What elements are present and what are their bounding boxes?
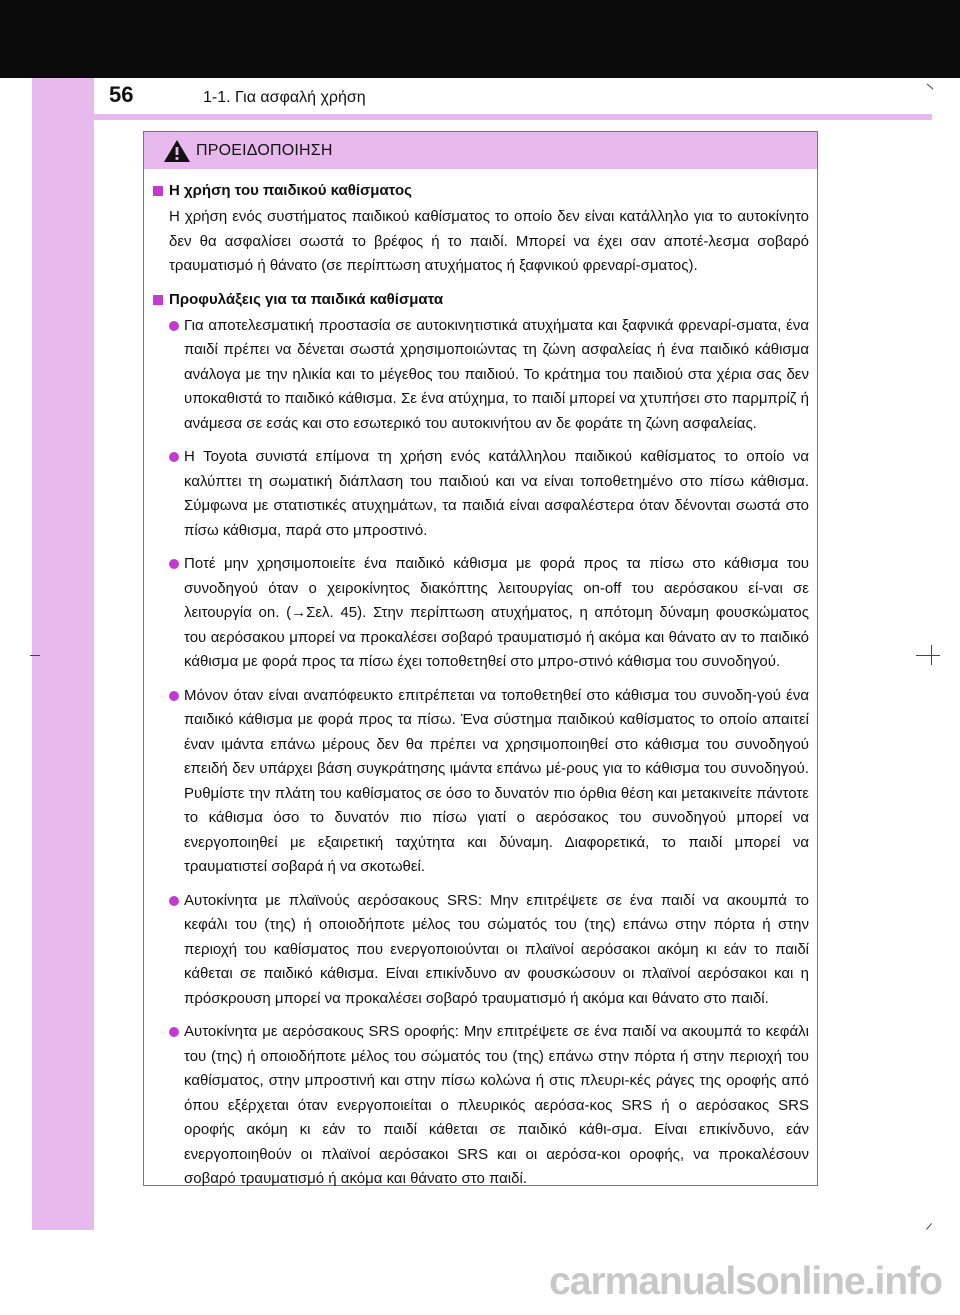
round-bullet-icon <box>169 559 179 569</box>
list-item <box>152 684 809 880</box>
list-item <box>152 552 809 675</box>
list-item-text: Ποτέ μην χρησιμοποιείτε ένα παιδικό κάθισμα με φορά προς τα πίσω στο κάθισμα του συνοδηγού όταν ο χειροκίνητος διακόπτης λειτουργίας on-off του αερόσακου εί-ναι σε λειτουργία on. (→Σελ. 45). Στην περίπτωση ατυχήματος, η απότομη δύναμη φουσκώματος του αερόσακου μπορεί να προκαλέσει σοβαρό τραυματισμό ή ακόμα και θάνατο αν το παιδικό κάθισμα με φορά προς τα πίσω έχει τοποθετηθεί στο μπρο-στινό κάθισμα του συνοδηγού. <box>184 555 809 670</box>
heading-text: Η χρήση του παιδικού καθίσματος <box>169 182 412 199</box>
crop-mark <box>30 655 40 656</box>
header-rule <box>94 114 932 120</box>
side-tab-bar <box>32 78 94 1230</box>
heading-text: Προφυλάξεις για τα παιδικά καθίσματα <box>169 290 444 308</box>
list-item <box>152 1020 809 1192</box>
section-heading <box>152 179 809 203</box>
warning-triangle-icon <box>163 139 191 163</box>
list-item <box>152 445 809 543</box>
round-bullet-icon <box>169 1027 179 1037</box>
round-bullet-icon <box>169 691 179 701</box>
paragraph: Η χρήση ενός συστήματος παιδικού καθίσματος το οποίο δεν είναι κατάλληλο για το αυτοκίνητο δεν θα ασφαλίσει σωστά το βρέφος ή το παιδί. Μπορεί να έχει σαν αποτέ-λεσμα σοβαρό τραυματισμό ή θάνατο (σε περίπτωση ατυχήματος ή ξαφνικού φρεναρί-σματος). <box>169 208 809 274</box>
list-item <box>152 314 809 437</box>
square-bullet-icon <box>153 186 163 196</box>
crop-mark <box>926 1223 932 1230</box>
list-item-text: Αυτοκίνητα με πλαϊνούς αερόσακους SRS: Μην επιτρέψετε σε ένα παιδί να ακουμπά το κεφάλι του (της) ή οποιοδήποτε μέλος του σώματός του (της) επάνω στην πόρτα ή στην περιοχή του καθίσματος που ενεργοποιούνται οι πλαϊνοί αερόσακοι ακόμη κι εάν το παιδί κάθεται σε παιδικό κάθισμα. Είναι επικίνδυνο αν φουσκώσουν οι πλαϊνοί αερόσακοι και η πρόσκρουση μπορεί να προκαλέσει σοβαρό τραυματισμό ή ακόμα και θάνατο στο παιδί. <box>184 891 809 1007</box>
list-item <box>152 889 809 1012</box>
watermark-text: carmanualsonline.info <box>549 1260 942 1303</box>
list-item-text: Η Toyota συνιστά επίμονα τη χρήση ενός κατάλληλου παιδικού καθίσματος το οποίο να καλύπτει τη σωματική διάπλαση του παιδιού και να είναι τοποθετημένο στο πίσω κάθισμα. Σύμφωνα με στατιστικές ατυχημάτων, τα παιδιά είναι ασφαλέστερα όταν δένονται σωστά στο πίσω κάθισμα, παρά στο μπροστινό. <box>184 448 809 539</box>
watermark <box>0 1252 960 1315</box>
round-bullet-icon <box>169 896 179 906</box>
page-number: 56 <box>109 82 134 107</box>
warning-box <box>143 131 818 1186</box>
section-title: 1-1. Για ασφαλή χρήση <box>203 89 366 106</box>
round-bullet-icon <box>169 321 179 331</box>
round-bullet-icon <box>169 452 179 462</box>
crop-mark <box>916 655 940 656</box>
warning-title: ΠΡΟΕΙΔΟΠΟΙΗΣΗ <box>196 142 333 159</box>
top-black-band <box>0 0 960 78</box>
list-item-text: Για αποτελεσματική προστασία σε αυτοκινητιστικά ατυχήματα και ξαφνικά φρεναρί-σματα, ένα παιδί πρέπει να δένεται σωστά χρησιμοποιώντας τη ζώνη ασφαλείας ή ένα παιδικό κάθισμα ανάλογα με την ηλικία και το μέγεθος του παιδιού. Το κράτημα του παιδιού στα χέρια σας δεν υποκαθιστά το παιδικό κάθισμα. Σε ένα ατύχημα, το παιδί μπορεί να χτυπήσει στο παρμπρίζ ή ανάμεσα σε εσάς και στο εσωτερικό του αυτοκινήτου αν δε φοράτε τη ζώνη ασφαλείας. <box>184 316 809 432</box>
list-item-text: Μόνον όταν είναι αναπόφευκτο επιτρέπεται να τοποθετηθεί στο κάθισμα του συνοδη-γού ένα παιδικό κάθισμα με φορά προς τα πίσω. Ένα σύστημα παιδικού καθίσματος το οποίο απαιτεί έναν ιμάντα επάνω μέρους δεν θα πρέπει να χρησιμοποιηθεί στο κάθισμα του συνοδηγού επειδή δεν υπάρχει βάση συγκράτησης ιμάντα επάνω μέ-ρους για το κάθισμα του συνοδηγού. Ρυθμίστε την πλάτη του καθίσματος σε όσο το δυνατόν πιο όρθια θέση και μετακινείτε πάντοτε το κάθισμα όσο το δυνατόν πιο πίσω γιατί ο αερόσακος του συνοδηγού μπορεί να ενεργοποιηθεί με εξαιρετική ταχύτητα και δύναμη. Διαφορετικά, το παιδί μπορεί να τραυματιστεί σοβαρά ή να σκοτωθεί. <box>184 686 809 875</box>
warning-header <box>144 132 817 169</box>
section-heading <box>152 288 809 312</box>
crop-mark <box>931 645 932 665</box>
warning-body <box>144 169 817 1192</box>
list-item-text: Αυτοκίνητα με αερόσακους SRS οροφής: Μην επιτρέψετε σε ένα παιδί να ακουμπά το κεφάλι του (της) ή οποιοδήποτε μέλος του σώματός του (της) επάνω στην πόρτα ή στην περιοχή του καθίσματος, στην μπροστινή και στην πίσω κολώνα ή στις πλευρι-κές ράγες της οροφής από όπου εξέρχεται όταν ενεργοποιείται ο πλευρικός αερόσα-κος SRS ή ο αερόσακος SRS οροφής ακόμη κι εάν το παιδί κάθεται σε παιδικό κάθι-σμα. Είναι επικίνδυνο, εάν ενεργοποιηθούν οι πλαϊνοί αερόσακοι SRS και οι αερόσα-κοι οροφής, να προκαλέσουν σοβαρό τραυματισμό ή ακόμα και θάνατο στο παιδί. <box>184 1023 809 1187</box>
square-bullet-icon <box>153 295 163 305</box>
crop-mark <box>927 84 934 90</box>
